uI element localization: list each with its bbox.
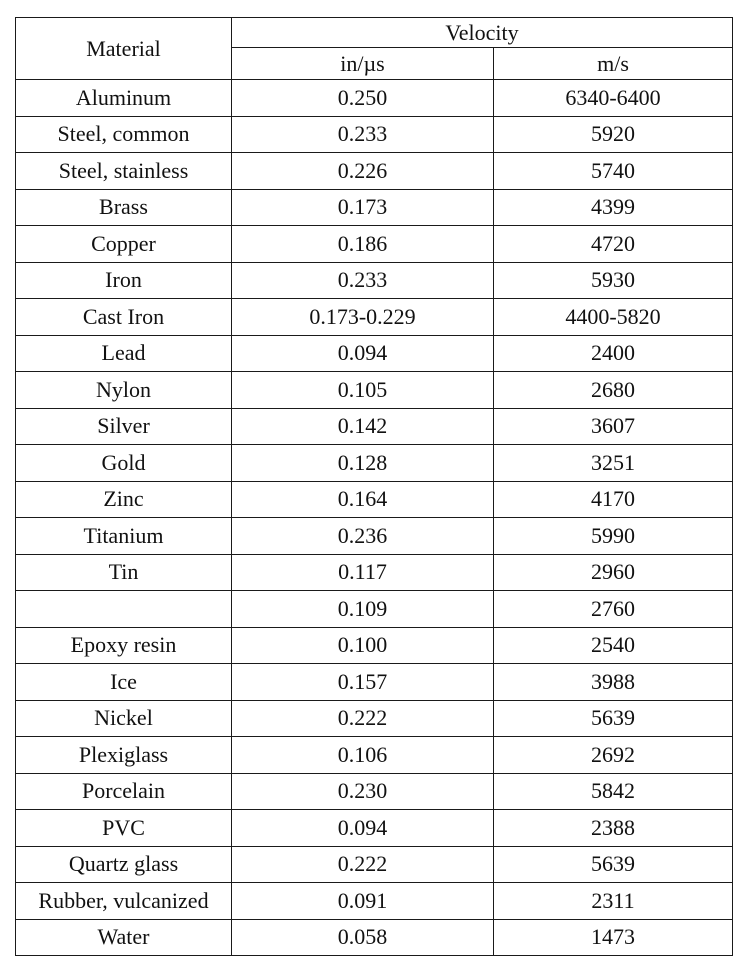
table-row [16, 262, 733, 299]
material-cell: Steel, stainless [16, 153, 232, 190]
table-row [16, 153, 733, 190]
velocity-m-per-s-cell: 6340-6400 [494, 80, 733, 117]
table-row [16, 810, 733, 847]
m-per-s-column-header: m/s [494, 48, 733, 80]
table-row [16, 919, 733, 956]
velocity-m-per-s-cell: 5639 [494, 700, 733, 737]
material-cell: Rubber, vulcanized [16, 883, 232, 920]
in-per-us-column-header: in/µs [232, 48, 494, 80]
velocity-m-per-s-cell: 2540 [494, 627, 733, 664]
velocity-m-per-s-cell: 2400 [494, 335, 733, 372]
table-row [16, 408, 733, 445]
velocity-in-per-us-cell: 0.233 [232, 262, 494, 299]
material-cell: Iron [16, 262, 232, 299]
velocity-m-per-s-cell: 2960 [494, 554, 733, 591]
velocity-m-per-s-cell: 5639 [494, 846, 733, 883]
material-cell: Nickel [16, 700, 232, 737]
material-cell: Brass [16, 189, 232, 226]
velocity-table-sheet [15, 17, 732, 959]
table-row [16, 299, 733, 336]
table-row [16, 481, 733, 518]
material-column-header: Material [16, 18, 232, 80]
velocity-m-per-s-cell: 5990 [494, 518, 733, 555]
material-cell: Copper [16, 226, 232, 263]
header-row-top [16, 18, 733, 48]
velocity-table [15, 17, 733, 956]
velocity-m-per-s-cell: 2680 [494, 372, 733, 409]
velocity-in-per-us-cell: 0.157 [232, 664, 494, 701]
velocity-in-per-us-cell: 0.222 [232, 700, 494, 737]
material-cell: Lead [16, 335, 232, 372]
velocity-in-per-us-cell: 0.173 [232, 189, 494, 226]
table-row [16, 372, 733, 409]
material-cell: Tin [16, 554, 232, 591]
velocity-in-per-us-cell: 0.186 [232, 226, 494, 263]
table-row [16, 189, 733, 226]
table-row [16, 116, 733, 153]
table-body [16, 80, 733, 956]
material-cell: Water [16, 919, 232, 956]
velocity-in-per-us-cell: 0.117 [232, 554, 494, 591]
material-cell: Epoxy resin [16, 627, 232, 664]
velocity-in-per-us-cell: 0.230 [232, 773, 494, 810]
velocity-m-per-s-cell: 4399 [494, 189, 733, 226]
material-cell: Silver [16, 408, 232, 445]
velocity-m-per-s-cell: 5842 [494, 773, 733, 810]
table-row [16, 445, 733, 482]
velocity-in-per-us-cell: 0.222 [232, 846, 494, 883]
velocity-m-per-s-cell: 3988 [494, 664, 733, 701]
table-row [16, 627, 733, 664]
material-cell: Gold [16, 445, 232, 482]
material-cell [16, 591, 232, 628]
table-row [16, 554, 733, 591]
material-cell: Porcelain [16, 773, 232, 810]
velocity-group-header: Velocity [232, 18, 733, 48]
table-row [16, 883, 733, 920]
table-row [16, 80, 733, 117]
velocity-m-per-s-cell: 5920 [494, 116, 733, 153]
velocity-in-per-us-cell: 0.109 [232, 591, 494, 628]
table-row [16, 591, 733, 628]
velocity-m-per-s-cell: 5740 [494, 153, 733, 190]
table-row [16, 518, 733, 555]
velocity-in-per-us-cell: 0.105 [232, 372, 494, 409]
velocity-m-per-s-cell: 2692 [494, 737, 733, 774]
velocity-in-per-us-cell: 0.236 [232, 518, 494, 555]
velocity-in-per-us-cell: 0.058 [232, 919, 494, 956]
velocity-m-per-s-cell: 5930 [494, 262, 733, 299]
table-row [16, 846, 733, 883]
material-cell: Steel, common [16, 116, 232, 153]
material-cell: Plexiglass [16, 737, 232, 774]
velocity-in-per-us-cell: 0.250 [232, 80, 494, 117]
velocity-m-per-s-cell: 4720 [494, 226, 733, 263]
table-row [16, 737, 733, 774]
velocity-m-per-s-cell: 4400-5820 [494, 299, 733, 336]
velocity-in-per-us-cell: 0.094 [232, 335, 494, 372]
material-cell: PVC [16, 810, 232, 847]
material-cell: Titanium [16, 518, 232, 555]
material-cell: Quartz glass [16, 846, 232, 883]
velocity-m-per-s-cell: 3251 [494, 445, 733, 482]
velocity-m-per-s-cell: 2760 [494, 591, 733, 628]
velocity-in-per-us-cell: 0.233 [232, 116, 494, 153]
table-row [16, 773, 733, 810]
table-row [16, 664, 733, 701]
velocity-in-per-us-cell: 0.142 [232, 408, 494, 445]
table-row [16, 226, 733, 263]
material-cell: Ice [16, 664, 232, 701]
velocity-in-per-us-cell: 0.091 [232, 883, 494, 920]
velocity-m-per-s-cell: 1473 [494, 919, 733, 956]
table-row [16, 335, 733, 372]
velocity-in-per-us-cell: 0.106 [232, 737, 494, 774]
velocity-in-per-us-cell: 0.100 [232, 627, 494, 664]
material-cell: Nylon [16, 372, 232, 409]
velocity-in-per-us-cell: 0.173-0.229 [232, 299, 494, 336]
table-row [16, 700, 733, 737]
material-cell: Cast Iron [16, 299, 232, 336]
velocity-in-per-us-cell: 0.164 [232, 481, 494, 518]
velocity-in-per-us-cell: 0.226 [232, 153, 494, 190]
material-cell: Zinc [16, 481, 232, 518]
velocity-m-per-s-cell: 4170 [494, 481, 733, 518]
velocity-m-per-s-cell: 3607 [494, 408, 733, 445]
velocity-m-per-s-cell: 2388 [494, 810, 733, 847]
velocity-in-per-us-cell: 0.128 [232, 445, 494, 482]
velocity-in-per-us-cell: 0.094 [232, 810, 494, 847]
velocity-m-per-s-cell: 2311 [494, 883, 733, 920]
material-cell: Aluminum [16, 80, 232, 117]
